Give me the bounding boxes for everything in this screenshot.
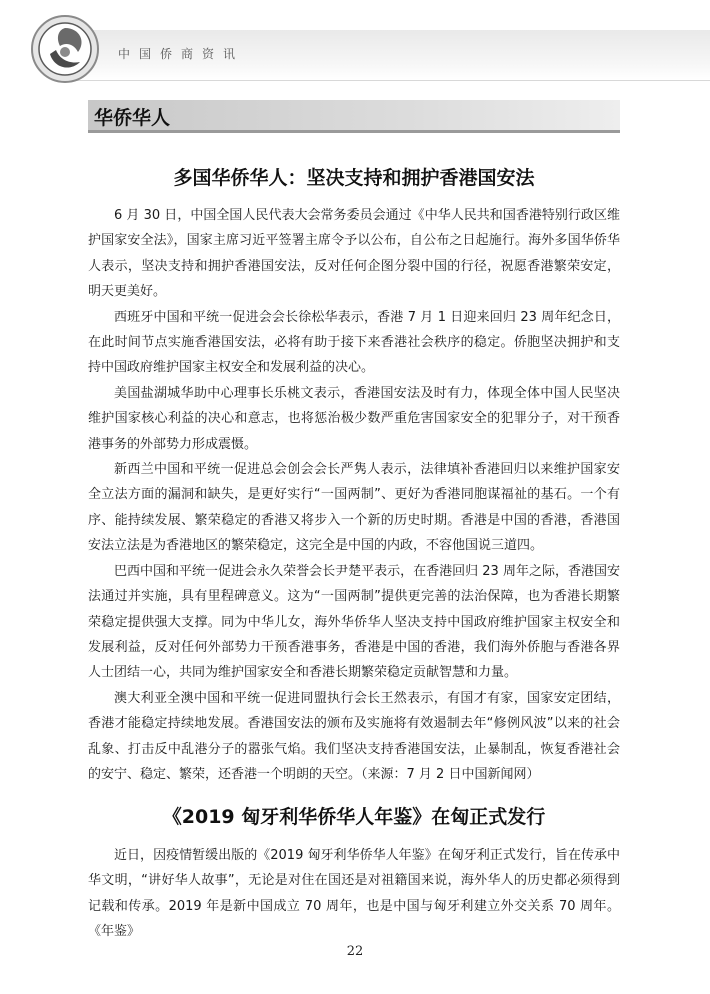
article-body	[88, 203, 620, 787]
section-title: 华侨华人	[94, 107, 171, 129]
article-paragraph: 美国盐湖城华助中心理事长乐桃文表示，香港国安法及时有力，体现全体中国人民坚决维护国家核心利益的决心和意志，也将惩治极少数严重危害国家安全的犯罪分子，对干预香港事务的外部势力形成震慑。	[88, 385, 620, 452]
article-title: 《2019 匈牙利华侨华人年鉴》在匈正式发行	[162, 806, 546, 828]
article-body	[88, 843, 620, 945]
page-number: 22	[346, 944, 364, 959]
page-header	[0, 0, 710, 80]
article-paragraph: 西班牙中国和平统一促进会会长徐松华表示，香港 7 月 1 日迎来回归 23 周年纪念日，在此时间节点实施香港国安法，必将有助于接下来香港社会秩序的稳定。侨胞坚决拥护和支持中国政府维护国家主权安全和发展利益的决心。	[88, 309, 620, 376]
article-title: 多国华侨华人：坚决支持和拥护香港国安法	[173, 167, 535, 189]
article-source: （来源：7 月 2 日中国新闻网）	[361, 766, 540, 782]
header-title: 中国侨商资讯	[118, 47, 245, 61]
article-paragraph-text: 澳大利亚全澳中国和平统一促进同盟执行会长王然表示，有国才有家，国家安定团结，香港才能稳定持续地发展。香港国安法的颁布及实施将有效遏制去年“修例风波”以来的社会乱象、打击反中乱港分子的嚣张气焰。我们坚决支持香港国安法，止暴制乱，恢复香港社会的安宁、稳定、繁荣，还香港一个明朗的天空。	[88, 690, 620, 782]
article-paragraph: 巴西中国和平统一促进会永久荣誉会长尹楚平表示，在香港回归 23 周年之际，香港国安法通过并实施，具有里程碑意义。这为“一国两制”提供更完善的法治保障，也为香港长期繁荣稳定提供强大支撑。同为中华儿女，海外华侨华人坚决支持中国政府维护国家主权安全和发展利益，反对任何外部势力干预香港事务，香港是中国的香港，我们海外侨胞与香港各界人士团结一心，共同为维护国家安全和香港长期繁荣稳定贡献智慧和力量。	[88, 563, 620, 681]
section-bar	[88, 100, 620, 133]
organization-logo	[30, 14, 100, 84]
article-paragraph: 6 月 30 日，中国全国人民代表大会常务委员会通过《中华人民共和国香港特别行政区维护国家安全法》，国家主席习近平签署主席令予以公布，自公布之日起施行。海外多国华侨华人表示，坚决支持和拥护香港国安法，反对任何企图分裂中国的行径，祝愿香港繁荣安定，明天更美好。	[88, 208, 620, 300]
article-paragraph-last	[88, 686, 620, 788]
article-paragraph: 新西兰中国和平统一促进总会创会会长严隽人表示，法律填补香港回归以来维护国家安全立法方面的漏洞和缺失，是更好实行“一国两制”、更好为香港同胞谋福祉的基石。一个有序、能持续发展、繁荣稳定的香港又将步入一个新的历史时期。香港是中国的香港，香港国安法立法是为香港地区的繁荣稳定，这完全是中国的内政，不容他国说三道四。	[88, 462, 620, 554]
article-paragraph: 近日，因疫情暂缓出版的《2019 匈牙利华侨华人年鉴》在匈牙利正式发行，旨在传承中华文明，“讲好华人故事”，无论是对住在国还是对祖籍国来说，海外华人的历史都必须得到记载和传承。2019 年是新中国成立 70 周年，也是中国与匈牙利建立外交关系 70 周年。《年鉴》	[88, 848, 620, 940]
